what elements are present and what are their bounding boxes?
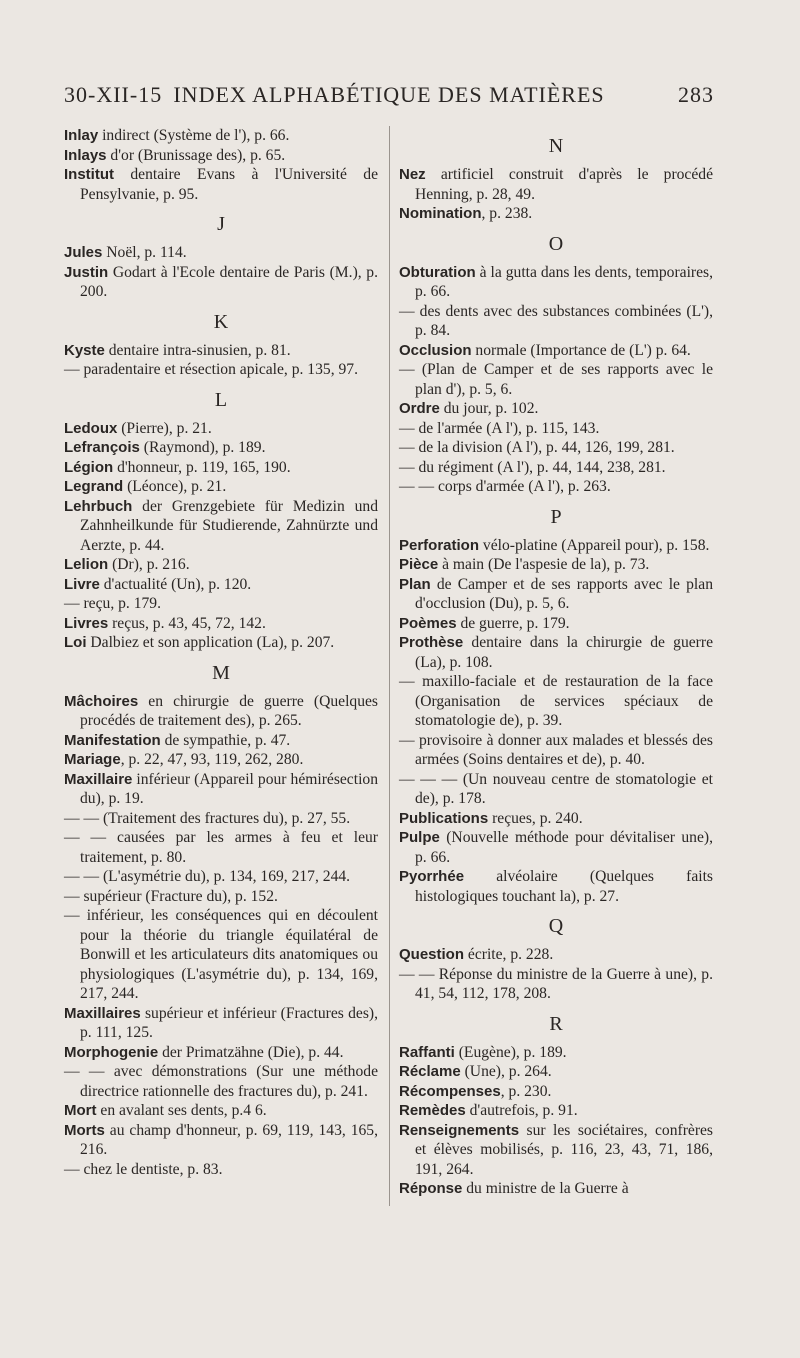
entry-headword: Justin [64, 263, 109, 281]
index-entry [64, 750, 378, 770]
entry-text: d'honneur, p. 119, 165, 190. [113, 458, 291, 476]
section-letter: J [217, 213, 225, 235]
entry-text: reçues, p. 240. [488, 809, 583, 827]
section-letter: O [548, 232, 564, 255]
entry-text: de guerre, p. 179. [456, 614, 570, 632]
entry-headword: Legrand [64, 478, 124, 495]
section-letter: K [213, 310, 229, 333]
index-entry [399, 399, 713, 419]
entry-headword: Nomination [399, 205, 482, 222]
index-entry [399, 828, 713, 867]
entry-text: — chez le dentiste, p. 83. [64, 1160, 223, 1178]
entry-text: — — corps d'armée (A l'), p. 263. [399, 478, 611, 495]
entry-headword: Inlays [64, 146, 107, 164]
entry-text: dentaire Evans à l'Université de Pensylvanie, p. 95. [80, 166, 378, 203]
page-number: 283 [678, 82, 714, 107]
entry-headword: Maxillaires [64, 1004, 141, 1022]
entry-text: reçus, p. 43, 45, 72, 142. [108, 614, 266, 632]
section-letter: N [548, 135, 564, 157]
entry-text: — — causées par les armes à feu et leur traitement, p. 80. [64, 829, 378, 866]
index-entry [399, 731, 713, 770]
entry-text: — — — (Un nouveau centre de stomatologie et de), p. 178. [399, 770, 713, 807]
index-entry [399, 477, 713, 497]
index-entry [64, 1062, 378, 1101]
section-letter: M [212, 661, 230, 684]
index-entry [399, 633, 713, 672]
index-entry [64, 497, 378, 556]
entry-text: à main (De l'aspesie de la), p. 73. [438, 556, 650, 573]
header-title: INDEX ALPHABÉTIQUE DES MATIÈRES [173, 82, 605, 107]
entry-text: (Léonce), p. 21. [123, 478, 227, 495]
index-entry [64, 614, 378, 634]
entry-headword: Perforation [399, 536, 480, 554]
entry-headword: Ordre [399, 400, 440, 417]
index-entry [64, 809, 378, 829]
index-entry [64, 458, 378, 478]
entry-headword: Occlusion [399, 341, 472, 359]
index-entry [64, 594, 378, 614]
entry-text: — de la division (A l'), p. 44, 126, 199, 281. [399, 439, 675, 456]
entry-text: , p. 22, 47, 93, 119, 262, 280. [120, 751, 304, 768]
index-entry [64, 731, 378, 751]
entry-text: — — Réponse du ministre de la Guerre à une), p. 41, 54, 112, 178, 208. [399, 965, 713, 1002]
entry-text: der Grenzgebiete für Medizin und Zahnheilkunde für Studierende, Zahnürzte und Aerzte, p. 44. [80, 497, 378, 554]
entry-headword: Poèmes [399, 614, 457, 632]
entry-text: — paradentaire et résection apicale, p. 135, 97. [64, 361, 358, 378]
entry-headword: Lefrançois [64, 439, 140, 456]
index-entry [399, 867, 713, 906]
index-entry [399, 263, 713, 302]
index-entry [399, 555, 713, 575]
entry-text: d'autrefois, p. 91. [465, 1102, 578, 1119]
index-entry [399, 1043, 713, 1063]
index-entry [64, 165, 378, 204]
entry-headword: Récompenses [399, 1082, 501, 1100]
entry-headword: Mariage [64, 751, 121, 768]
index-entry [399, 438, 713, 458]
entry-headword: Livre [64, 575, 100, 593]
entry-headword: Livres [64, 614, 109, 632]
entry-headword: Pièce [399, 556, 439, 573]
index-entry [64, 477, 378, 497]
index-entry [399, 575, 713, 614]
entry-headword: Obturation [399, 263, 476, 281]
entry-text: — (Plan de Camper et de ses rapports avec le plan d'), p. 5, 6. [399, 361, 713, 398]
index-entry [64, 419, 378, 439]
index-entry [399, 536, 713, 556]
entry-headword: Inlay [64, 127, 99, 144]
section-letter: L [214, 388, 228, 411]
entry-text: der Primatzähne (Die), p. 44. [158, 1043, 344, 1061]
entry-text: — provisoire à donner aux malades et blessés des armées (Soins dentaires et de), p. 40. [399, 731, 713, 768]
page-header [64, 82, 714, 116]
index-entry [399, 204, 713, 224]
entry-text: — reçu, p. 179. [64, 595, 162, 612]
entry-headword: Réponse [399, 1180, 463, 1197]
entry-text: — — avec démonstrations (Sur une méthode directrice rationnelle des fractures du), p. 241. [64, 1063, 378, 1100]
index-entry [399, 965, 713, 1004]
index-entry [399, 1121, 713, 1180]
left-column [64, 126, 378, 1179]
index-entry [64, 126, 378, 146]
entry-text: , p. 238. [481, 205, 533, 222]
entry-headword: Maxillaire [64, 770, 133, 788]
header-date: 30-XII-15 [64, 82, 163, 107]
entry-text: d'or (Brunissage des), p. 65. [106, 146, 286, 164]
index-entry [399, 770, 713, 809]
entry-headword: Question [399, 946, 465, 963]
index-entry [64, 828, 378, 867]
entry-headword: Remèdes [399, 1102, 466, 1119]
index-entry [64, 867, 378, 887]
index-entry [64, 1160, 378, 1180]
entry-headword: Mâchoires [64, 692, 139, 710]
index-entry [399, 672, 713, 731]
entry-text: en avalant ses dents, p.4 6. [96, 1102, 267, 1119]
index-entry [64, 1004, 378, 1043]
index-entry [64, 887, 378, 907]
entry-text: (Pierre), p. 21. [117, 419, 212, 437]
entry-headword: Morphogenie [64, 1043, 159, 1061]
index-entry [399, 1082, 713, 1102]
index-entry [399, 165, 713, 204]
entry-text: de sympathie, p. 47. [160, 731, 291, 749]
index-entry [64, 692, 378, 731]
entry-text: du jour, p. 102. [439, 400, 539, 417]
entry-text: sur les sociétaires, confrères et élèves mobilisés, p. 116, 23, 43, 71, 186, 191, 264. [415, 1121, 713, 1178]
entry-headword: Loi [64, 634, 87, 651]
index-entry [64, 1043, 378, 1063]
entry-text: au champ d'honneur, p. 69, 119, 143, 165, 216. [80, 1121, 378, 1158]
entry-text: artificiel construit d'après le procédé Henning, p. 28, 49. [415, 166, 713, 203]
entry-text: du ministre de la Guerre à [462, 1180, 629, 1197]
index-entry [64, 575, 378, 595]
index-entry [399, 458, 713, 478]
entry-text: — supérieur (Fracture du), p. 152. [64, 887, 278, 905]
entry-headword: Renseignements [399, 1121, 520, 1139]
index-entry [399, 419, 713, 439]
entry-text: écrite, p. 228. [464, 946, 554, 963]
entry-headword: Raffanti [399, 1043, 455, 1061]
index-entry [399, 614, 713, 634]
entry-headword: Morts [64, 1121, 105, 1139]
entry-headword: Pulpe [399, 829, 440, 846]
entry-text: de Camper et de ses rapports avec le plan d'occlusion (Du), p. 5, 6. [415, 575, 713, 612]
index-entry [399, 360, 713, 399]
entry-text: (Dr), p. 216. [108, 556, 190, 573]
entry-headword: Kyste [64, 341, 105, 359]
entry-text: alvéolaire (Quelques faits histologiques touchant la), p. 27. [415, 868, 713, 905]
entry-text: — — (L'asymétrie du), p. 134, 169, 217, 244. [64, 868, 351, 885]
index-entry [64, 906, 378, 1004]
entry-text: en chirurgie de guerre (Quelques procédés de traitement des), p. 265. [80, 692, 378, 729]
index-entry [64, 633, 378, 653]
entry-text: — — (Traitement des fractures du), p. 27, 55. [64, 809, 351, 827]
index-entry [399, 945, 713, 965]
entry-headword: Manifestation [64, 731, 161, 749]
entry-text: normale (Importance de (L') p. 64. [471, 341, 691, 359]
index-entry [64, 1101, 378, 1121]
entry-headword: Publications [399, 809, 489, 827]
entry-text: inférieur (Appareil pour hémirésection du), p. 19. [80, 770, 378, 807]
section-letter: R [549, 1012, 563, 1035]
entry-headword: Lelion [64, 556, 109, 573]
index-entry [399, 809, 713, 829]
index-entry [64, 360, 378, 380]
index-entry [399, 302, 713, 341]
index-entry [399, 1101, 713, 1121]
entry-headword: Réclame [399, 1063, 461, 1080]
entry-headword: Prothèse [399, 634, 464, 651]
entry-text: — des dents avec des substances combinées (L'), p. 84. [399, 302, 713, 339]
section-letter: Q [548, 915, 564, 937]
entry-text: — maxillo-faciale et de restauration de la face (Organisation de services spéciaux de stomatologie de), p. 39. [399, 673, 713, 729]
entry-text: (Raymond), p. 189. [139, 439, 266, 456]
column-divider [389, 126, 390, 1206]
entry-text: — de l'armée (A l'), p. 115, 143. [399, 419, 600, 437]
entry-text: (Une), p. 264. [460, 1063, 552, 1080]
right-column [399, 126, 713, 1199]
entry-headword: Nez [399, 166, 426, 183]
entry-text: — du régiment (A l'), p. 44, 144, 238, 281. [399, 458, 666, 476]
entry-text: dentaire dans la chirurgie de guerre (La), p. 108. [415, 634, 713, 671]
entry-text: — inférieur, les conséquences qui en découlent pour la théorie du triangle équilatéral de Bonwill et les articulateurs dits anatomiques ou physiologiques (L'asymétrie du), p. 134, 169, 217, 244. [64, 907, 378, 1002]
index-entry [399, 341, 713, 361]
index-entry [399, 1062, 713, 1082]
entry-headword: Plan [399, 575, 431, 593]
section-letter: P [550, 505, 562, 528]
entry-text: (Nouvelle méthode pour dévitaliser une), p. 66. [415, 829, 713, 866]
entry-headword: Institut [64, 166, 114, 183]
entry-headword: Légion [64, 458, 114, 476]
entry-headword: Ledoux [64, 419, 118, 437]
entry-text: , p. 230. [500, 1082, 552, 1100]
entry-text: indirect (Système de l'), p. 66. [98, 127, 290, 144]
index-entry [64, 263, 378, 302]
index-entry [64, 1121, 378, 1160]
index-entry [64, 555, 378, 575]
index-entry [64, 146, 378, 166]
entry-text: à la gutta dans les dents, temporaires, p. 66. [415, 263, 713, 300]
entry-headword: Pyorrhée [399, 868, 465, 885]
entry-headword: Lehrbuch [64, 497, 133, 515]
index-entry [64, 770, 378, 809]
entry-text: (Eugène), p. 189. [454, 1043, 567, 1061]
entry-text: dentaire intra-sinusien, p. 81. [104, 341, 291, 359]
entry-text: vélo-platine (Appareil pour), p. 158. [479, 536, 710, 554]
index-entry [64, 243, 378, 263]
entry-text: Dalbiez et son application (La), p. 207. [86, 634, 335, 651]
entry-headword: Mort [64, 1102, 97, 1119]
index-entry [64, 438, 378, 458]
entry-text: supérieur et inférieur (Fractures des), p. 111, 125. [80, 1004, 378, 1041]
entry-text: Noël, p. 114. [102, 244, 187, 261]
index-entry [64, 341, 378, 361]
entry-text: Godart à l'Ecole dentaire de Paris (M.), p. 200. [80, 263, 378, 300]
entry-text: d'actualité (Un), p. 120. [99, 575, 252, 593]
entry-headword: Jules [64, 244, 103, 261]
index-entry [399, 1179, 713, 1199]
